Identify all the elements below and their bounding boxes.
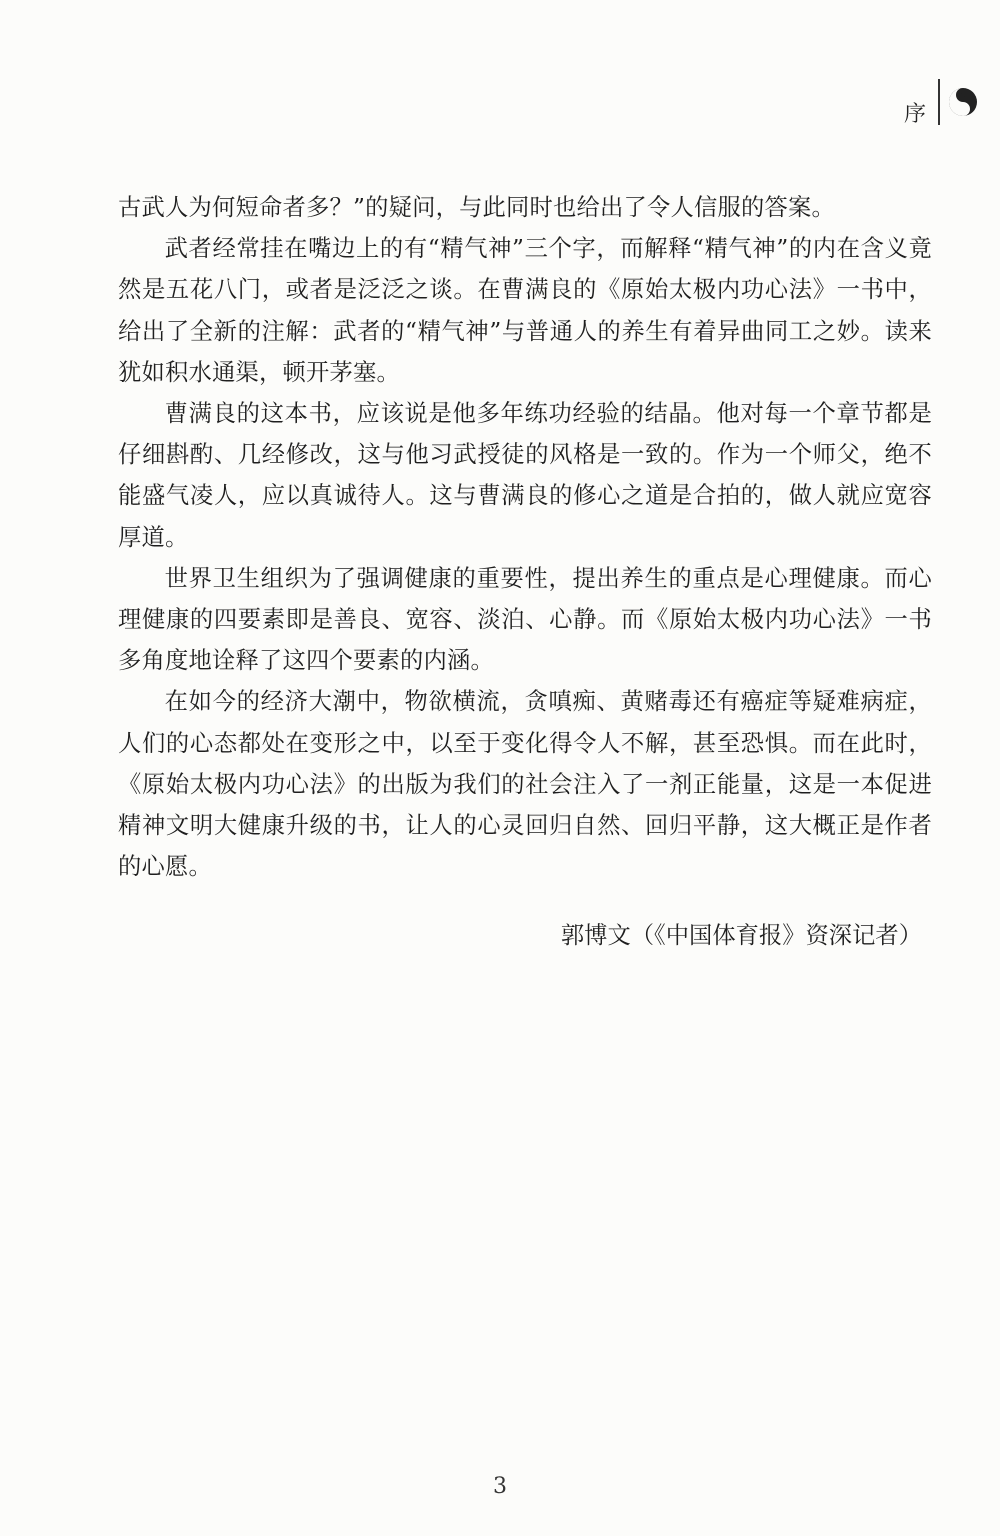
page-number: 3 <box>493 1474 507 1499</box>
paragraph-2: 武者经常挂在嘴边上的有“精气神”三个字，而解释“精气神”的内在含义竟然是五花八门，或者是泛泛之谈。在曹满良的《原始太极内功心法》一书中，给出了全新的注解：武者的“精气神”与普通人的养生有着异曲同工之妙。读来犹如积水通渠，顿开茅塞。 <box>118 235 932 386</box>
paragraph-4: 世界卫生组织为了强调健康的重要性，提出养生的重点是心理健康。而心理健康的四要素即是善良、宽容、淡泊、心静。而《原始太极内功心法》一书多角度地诠释了这四个要素的内涵。 <box>118 564 932 675</box>
paragraph-3: 曹满良的这本书，应该说是他多年练功经验的结晶。他对每一个章节都是仔细斟酌、几经修改，这与他习武授徒的风格是一致的。作为一个师父，绝不能盛气凌人，应以真诚待人。这与曹满良的修心之道是合拍的，做人就应宽容厚道。 <box>118 400 932 551</box>
page-header <box>904 78 978 126</box>
body-text <box>118 187 932 956</box>
paragraph-5: 在如今的经济大潮中，物欲横流，贪嗔痴、黄赌毒还有癌症等疑难病症，人们的心态都处在变形之中，以至于变化得令人不解，甚至恐惧。而在此时，《原始太极内功心法》的出版为我们的社会注入了一剂正能量，这是一本促进精神文明大健康升级的书，让人的心灵回归自然、回归平静，这大概正是作者的心愿。 <box>118 688 932 881</box>
taiji-icon <box>948 87 978 117</box>
author-signature: 郭博文（《中国体育报》资深记者） <box>560 922 922 950</box>
header-divider <box>938 79 940 125</box>
section-title: 序 <box>903 101 926 127</box>
paragraph-1: 古武人为何短命者多？”的疑问，与此同时也给出了令人信服的答案。 <box>118 194 836 221</box>
